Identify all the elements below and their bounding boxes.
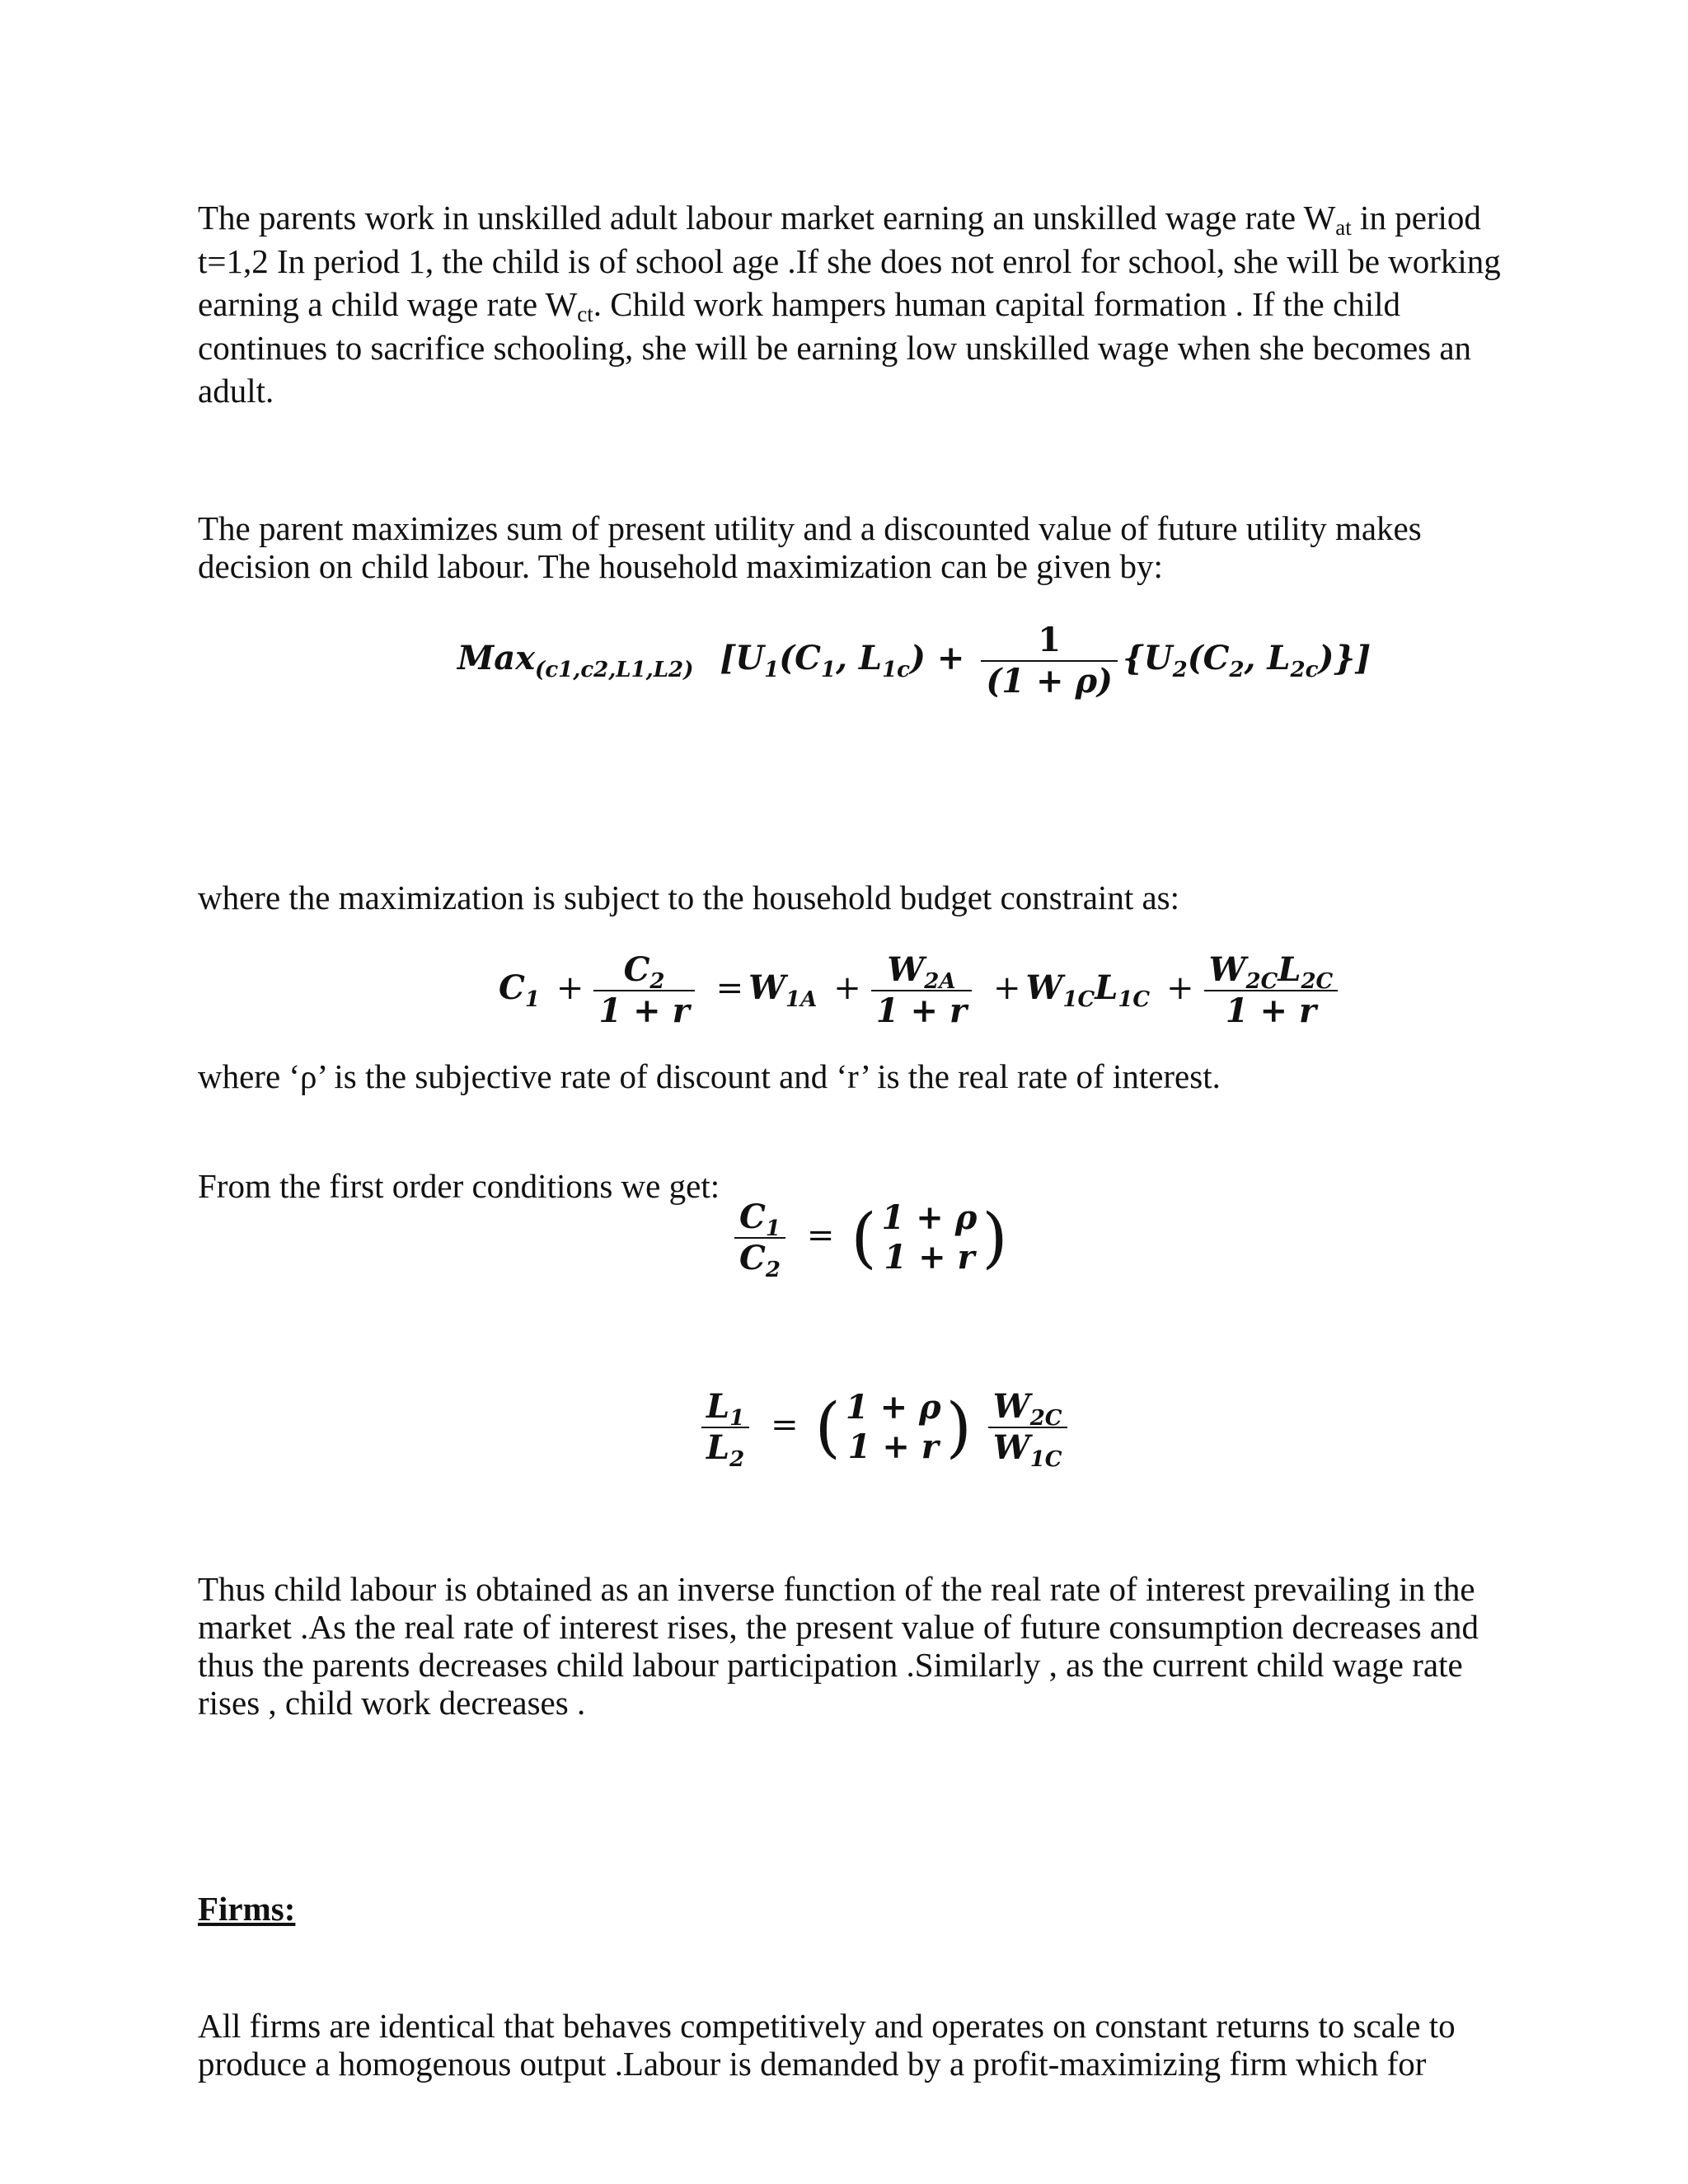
eq2-w1c-sub: 1C <box>1062 987 1095 1012</box>
eq1-args-a: (C <box>779 639 822 677</box>
eq4-rate-fraction <box>841 1390 946 1465</box>
eq1-tail-a: {U <box>1122 639 1173 677</box>
section-heading-firms: Firms: <box>198 1890 296 1928</box>
eq3-den: C <box>739 1239 766 1277</box>
paragraph-parent-maximizes: The parent maximizes sum of present utility and a discounted value of future utility makes decision on child labour. The household maximization can be given by: <box>198 509 1422 585</box>
eq2-f3-den: 1 + r <box>1225 991 1317 1030</box>
eq4-w-den-sub: 1C <box>1029 1447 1062 1472</box>
eq4-lhs-fraction <box>701 1387 749 1472</box>
eq1-discount-fraction <box>981 622 1118 700</box>
eq3-left-paren: ( <box>851 1199 877 1276</box>
eq2-frac-1 <box>593 952 694 1029</box>
eq2-f1-den: 1 + r <box>598 991 690 1030</box>
eq4-num-sub: 1 <box>729 1406 745 1431</box>
p1-sub-ct: ct <box>577 302 593 326</box>
eq2-l1c-sub: 1C <box>1118 987 1151 1012</box>
paragraph-child-labour-conclusion: Thus child labour is obtained as an inverse function of the real rate of interest prevailing in the market .As the real rate of interest rises, the present value of future consumption decreases and thus the parents decreases child labour participation .Similarly , as the current child wage rate rises , child work decreases . <box>198 1570 1479 1722</box>
eq2-l1c: L <box>1095 968 1118 1007</box>
eq4-right-paren: ) <box>945 1389 972 1465</box>
eq3-num: C <box>739 1197 766 1236</box>
eq2-f1-num: C <box>623 950 650 989</box>
equation-consumption-ratio <box>729 1197 1008 1282</box>
eq1-u2-sub: 2 <box>1172 658 1188 682</box>
equation-budget-constraint <box>499 952 1343 1029</box>
paragraph-discount-definition: where ‘ρ’ is the subjective rate of discount and ‘r’ is the real rate of interest. <box>198 1057 1221 1095</box>
eq1-frac-den: (1 + ρ) <box>986 662 1113 701</box>
eq1-tail-d: )}] <box>1318 639 1372 677</box>
eq1-c2-sub: 2 <box>1229 658 1245 682</box>
eq3-right-paren: ) <box>982 1199 1008 1276</box>
eq2-frac-2 <box>871 952 972 1029</box>
eq4-equals: = <box>771 1406 799 1444</box>
equation-labour-ratio <box>696 1387 1072 1472</box>
eq2-plus-1: + <box>556 969 584 1007</box>
p1-text-c: . Child work hampers human capital formation . If the child continues to sacrifice schooling, she will be earning low unskilled wage when she becomes an adult. <box>198 285 1472 410</box>
eq4-num: L <box>706 1387 730 1426</box>
paragraph-budget-constraint-intro: where the maximization is subject to the household budget constraint as: <box>198 879 1180 916</box>
eq2-w1a-sub: 1A <box>785 987 818 1012</box>
eq2-plus-3: + <box>992 969 1021 1007</box>
eq2-f3-num-w: W <box>1208 950 1246 989</box>
eq3-in-num: 1 + ρ <box>881 1198 978 1237</box>
eq1-l2c-sub: 2c <box>1290 658 1319 682</box>
eq2-f2-num-sub: 2A <box>924 969 956 994</box>
eq4-in-num: 1 + ρ <box>845 1388 941 1427</box>
eq3-in-den: 1 + r <box>884 1238 975 1277</box>
eq2-c1: C <box>499 968 525 1007</box>
eq1-tail-b: (C <box>1187 639 1230 677</box>
eq4-den-sub: 2 <box>729 1447 745 1472</box>
paragraph-parents-work <box>198 196 1508 413</box>
eq1-comma: , L <box>836 639 883 677</box>
eq1-u1-sub: 1 <box>764 658 780 682</box>
eq1-max-sub: (c1,c2,L1,L2) <box>535 658 694 682</box>
eq3-lhs-fraction <box>734 1197 785 1282</box>
p1-text-b: in period t=1,2 In period 1, the child is of school age .If she does not enrol for school, she will be working earning a child wage rate W <box>198 199 1501 323</box>
eq4-w-num-sub: 2C <box>1029 1406 1062 1431</box>
eq2-c1-sub: 1 <box>524 987 540 1012</box>
eq4-in-den: 1 + r <box>847 1427 939 1466</box>
paragraph-firms: All firms are identical that behaves competitively and operates on constant returns to scale to produce a homogenous output .Labour is demanded by a profit-maximizing firm which for <box>198 2007 1456 2083</box>
eq2-f1-num-sub: 2 <box>649 969 665 994</box>
eq1-close: ) + <box>910 639 965 677</box>
eq3-rhs-fraction <box>877 1200 982 1276</box>
eq2-f3-num-l: L <box>1278 950 1301 989</box>
eq2-equals: = <box>715 969 744 1007</box>
eq2-f2-num: W <box>887 950 925 989</box>
p1-sub-at: at <box>1335 215 1352 240</box>
eq2-w1a: W <box>748 968 786 1007</box>
eq1-max: Max <box>457 639 536 677</box>
eq3-num-sub: 1 <box>765 1216 781 1241</box>
paragraph-first-order-conditions: From the first order conditions we get: <box>198 1167 720 1205</box>
eq3-den-sub: 2 <box>765 1258 781 1282</box>
eq4-left-paren: ( <box>814 1389 841 1465</box>
eq2-plus-2: + <box>833 969 861 1007</box>
eq4-den: L <box>706 1428 730 1467</box>
eq1-tail-c: , L <box>1244 639 1291 677</box>
eq4-w-den: W <box>992 1428 1030 1467</box>
eq1-c1-sub: 1 <box>821 658 837 682</box>
eq2-f2-den: 1 + r <box>875 991 968 1030</box>
eq4-w-num: W <box>992 1387 1030 1426</box>
equation-household-maximization <box>457 622 1371 700</box>
eq1-l1c-sub: 1c <box>882 658 911 682</box>
eq2-f3-num-sub1: 2C <box>1245 969 1278 994</box>
eq1-frac-num: 1 <box>981 622 1118 662</box>
eq3-equals: = <box>806 1216 835 1254</box>
p1-text-a: The parents work in unskilled adult labour market earning an unskilled wage rate W <box>198 199 1336 237</box>
eq2-f3-num-sub2: 2C <box>1301 969 1334 994</box>
eq2-w1c: W <box>1025 968 1063 1007</box>
eq4-wage-fraction <box>988 1387 1067 1472</box>
eq2-frac-3 <box>1204 952 1339 1029</box>
eq2-plus-4: + <box>1166 969 1194 1007</box>
eq1-lead: [U <box>720 639 765 677</box>
